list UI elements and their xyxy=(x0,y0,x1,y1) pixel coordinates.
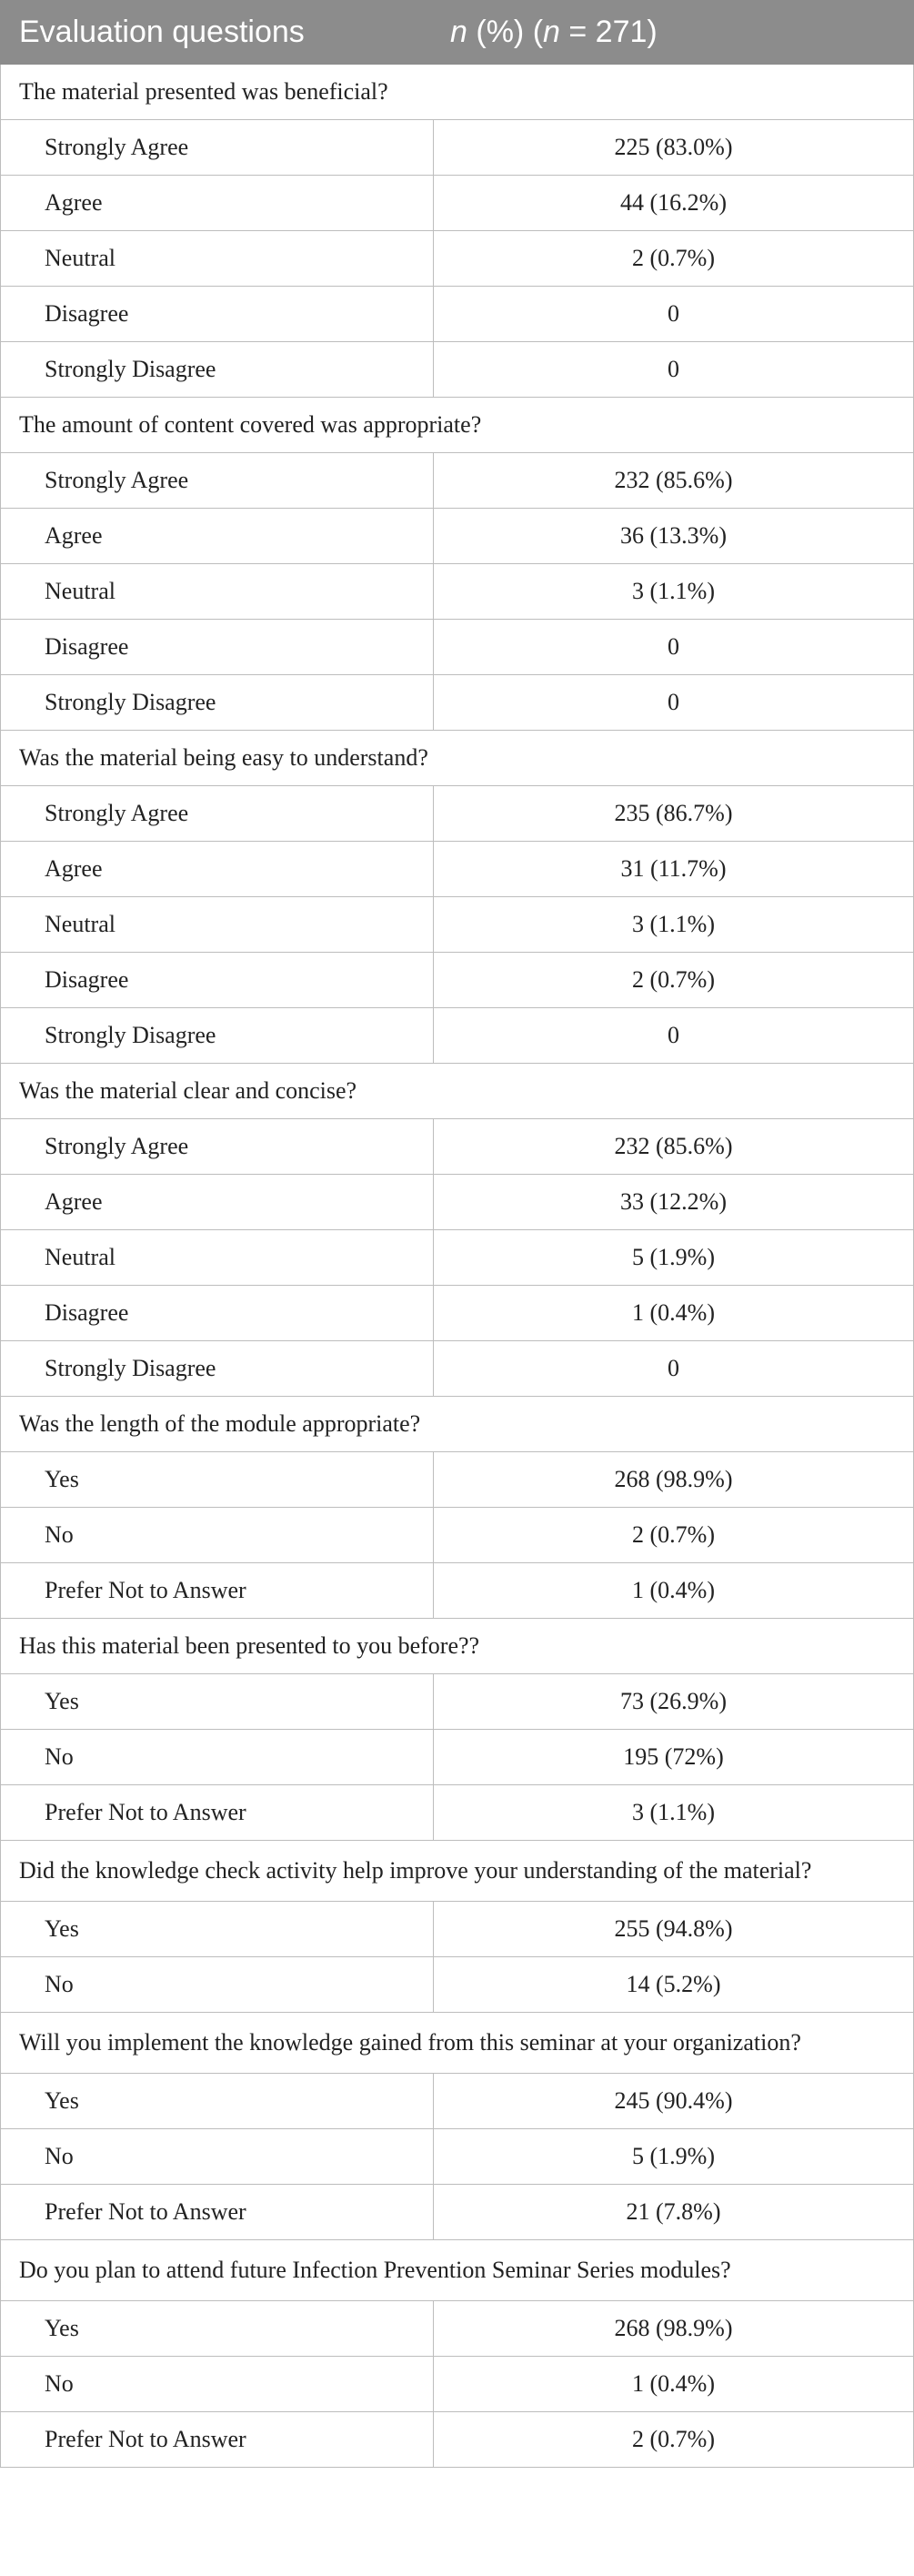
answer-label: Disagree xyxy=(1,953,434,1008)
answer-row xyxy=(1,287,914,342)
answer-label: Yes xyxy=(1,1674,434,1730)
question-text: The material presented was beneficial? xyxy=(1,65,914,120)
answer-value: 0 xyxy=(434,1008,914,1064)
answer-row xyxy=(1,953,914,1008)
answer-label: Prefer Not to Answer xyxy=(1,2412,434,2468)
answer-label: Prefer Not to Answer xyxy=(1,1563,434,1619)
answer-value: 2 (0.7%) xyxy=(434,1508,914,1563)
answer-label: Yes xyxy=(1,1902,434,1957)
question-text: Do you plan to attend future Infection Prevention Seminar Series modules? xyxy=(1,2240,914,2301)
answer-label: Prefer Not to Answer xyxy=(1,2185,434,2240)
answer-label: Yes xyxy=(1,1452,434,1508)
answer-row xyxy=(1,1508,914,1563)
answer-row xyxy=(1,1008,914,1064)
answer-label: Prefer Not to Answer xyxy=(1,1785,434,1841)
answer-label: No xyxy=(1,1957,434,2013)
answer-value: 195 (72%) xyxy=(434,1730,914,1785)
question-row xyxy=(1,1064,914,1119)
answer-label: Strongly Agree xyxy=(1,453,434,509)
question-text: The amount of content covered was appropriate? xyxy=(1,398,914,453)
answer-row xyxy=(1,1730,914,1785)
answer-label: Agree xyxy=(1,842,434,897)
table-body xyxy=(1,65,914,2468)
answer-value: 0 xyxy=(434,620,914,675)
question-row xyxy=(1,65,914,120)
answer-label: Disagree xyxy=(1,287,434,342)
answer-row xyxy=(1,1957,914,2013)
answer-row xyxy=(1,1286,914,1341)
answer-row xyxy=(1,842,914,897)
answer-value: 0 xyxy=(434,675,914,731)
question-row xyxy=(1,1841,914,1902)
answer-label: Strongly Agree xyxy=(1,1119,434,1175)
answer-value: 5 (1.9%) xyxy=(434,2129,914,2185)
answer-row xyxy=(1,1452,914,1508)
question-text: Did the knowledge check activity help improve your understanding of the material? xyxy=(1,1841,914,1902)
answer-label: Neutral xyxy=(1,564,434,620)
header-evaluation-questions: Evaluation questions xyxy=(1,1,434,65)
question-row xyxy=(1,1397,914,1452)
answer-value: 2 (0.7%) xyxy=(434,2412,914,2468)
answer-value: 73 (26.9%) xyxy=(434,1674,914,1730)
answer-value: 44 (16.2%) xyxy=(434,176,914,231)
answer-label: No xyxy=(1,2357,434,2412)
answer-value: 1 (0.4%) xyxy=(434,1563,914,1619)
header-row xyxy=(1,1,914,65)
answer-value: 3 (1.1%) xyxy=(434,897,914,953)
answer-row xyxy=(1,2301,914,2357)
answer-row xyxy=(1,1785,914,1841)
answer-label: Agree xyxy=(1,509,434,564)
answer-value: 232 (85.6%) xyxy=(434,453,914,509)
answer-label: Strongly Disagree xyxy=(1,1341,434,1397)
answer-value: 3 (1.1%) xyxy=(434,564,914,620)
answer-value: 245 (90.4%) xyxy=(434,2074,914,2129)
answer-value: 1 (0.4%) xyxy=(434,1286,914,1341)
answer-row xyxy=(1,1902,914,1957)
answer-label: Strongly Agree xyxy=(1,786,434,842)
answer-row xyxy=(1,2412,914,2468)
answer-row xyxy=(1,176,914,231)
answer-row xyxy=(1,2129,914,2185)
answer-row xyxy=(1,509,914,564)
answer-row xyxy=(1,620,914,675)
answer-value: 14 (5.2%) xyxy=(434,1957,914,2013)
answer-value: 225 (83.0%) xyxy=(434,120,914,176)
answer-row xyxy=(1,1341,914,1397)
answer-label: Yes xyxy=(1,2301,434,2357)
answer-label: No xyxy=(1,1508,434,1563)
answer-row xyxy=(1,897,914,953)
question-text: Was the material clear and concise? xyxy=(1,1064,914,1119)
answer-row xyxy=(1,1674,914,1730)
answer-row xyxy=(1,2185,914,2240)
answer-value: 2 (0.7%) xyxy=(434,953,914,1008)
answer-row xyxy=(1,1175,914,1230)
answer-row xyxy=(1,1230,914,1286)
question-text: Has this material been presented to you before?? xyxy=(1,1619,914,1674)
answer-label: Strongly Disagree xyxy=(1,1008,434,1064)
question-text: Will you implement the knowledge gained from this seminar at your organization? xyxy=(1,2013,914,2074)
answer-value: 36 (13.3%) xyxy=(434,509,914,564)
header-n-percent: n (%) (n = 271) xyxy=(434,1,914,65)
answer-label: Disagree xyxy=(1,620,434,675)
answer-label: Yes xyxy=(1,2074,434,2129)
answer-row xyxy=(1,2357,914,2412)
answer-row xyxy=(1,1563,914,1619)
answer-label: Neutral xyxy=(1,1230,434,1286)
answer-value: 3 (1.1%) xyxy=(434,1785,914,1841)
answer-value: 2 (0.7%) xyxy=(434,231,914,287)
answer-row xyxy=(1,453,914,509)
question-row xyxy=(1,1619,914,1674)
answer-label: Strongly Agree xyxy=(1,120,434,176)
question-row xyxy=(1,731,914,786)
answer-label: Neutral xyxy=(1,897,434,953)
answer-value: 0 xyxy=(434,287,914,342)
answer-label: Agree xyxy=(1,1175,434,1230)
answer-row xyxy=(1,675,914,731)
answer-row xyxy=(1,2074,914,2129)
answer-label: Strongly Disagree xyxy=(1,342,434,398)
answer-value: 5 (1.9%) xyxy=(434,1230,914,1286)
answer-value: 268 (98.9%) xyxy=(434,2301,914,2357)
answer-row xyxy=(1,231,914,287)
answer-row xyxy=(1,564,914,620)
answer-value: 33 (12.2%) xyxy=(434,1175,914,1230)
question-text: Was the length of the module appropriate? xyxy=(1,1397,914,1452)
answer-row xyxy=(1,342,914,398)
answer-value: 0 xyxy=(434,1341,914,1397)
answer-value: 235 (86.7%) xyxy=(434,786,914,842)
question-text: Was the material being easy to understand? xyxy=(1,731,914,786)
answer-label: No xyxy=(1,1730,434,1785)
answer-label: Disagree xyxy=(1,1286,434,1341)
question-row xyxy=(1,2240,914,2301)
answer-row xyxy=(1,120,914,176)
question-row xyxy=(1,398,914,453)
answer-label: No xyxy=(1,2129,434,2185)
answer-row xyxy=(1,786,914,842)
answer-label: Strongly Disagree xyxy=(1,675,434,731)
answer-label: Agree xyxy=(1,176,434,231)
answer-row xyxy=(1,1119,914,1175)
answer-value: 31 (11.7%) xyxy=(434,842,914,897)
answer-value: 21 (7.8%) xyxy=(434,2185,914,2240)
question-row xyxy=(1,2013,914,2074)
answer-value: 0 xyxy=(434,342,914,398)
answer-label: Neutral xyxy=(1,231,434,287)
answer-value: 1 (0.4%) xyxy=(434,2357,914,2412)
answer-value: 232 (85.6%) xyxy=(434,1119,914,1175)
answer-value: 268 (98.9%) xyxy=(434,1452,914,1508)
answer-value: 255 (94.8%) xyxy=(434,1902,914,1957)
